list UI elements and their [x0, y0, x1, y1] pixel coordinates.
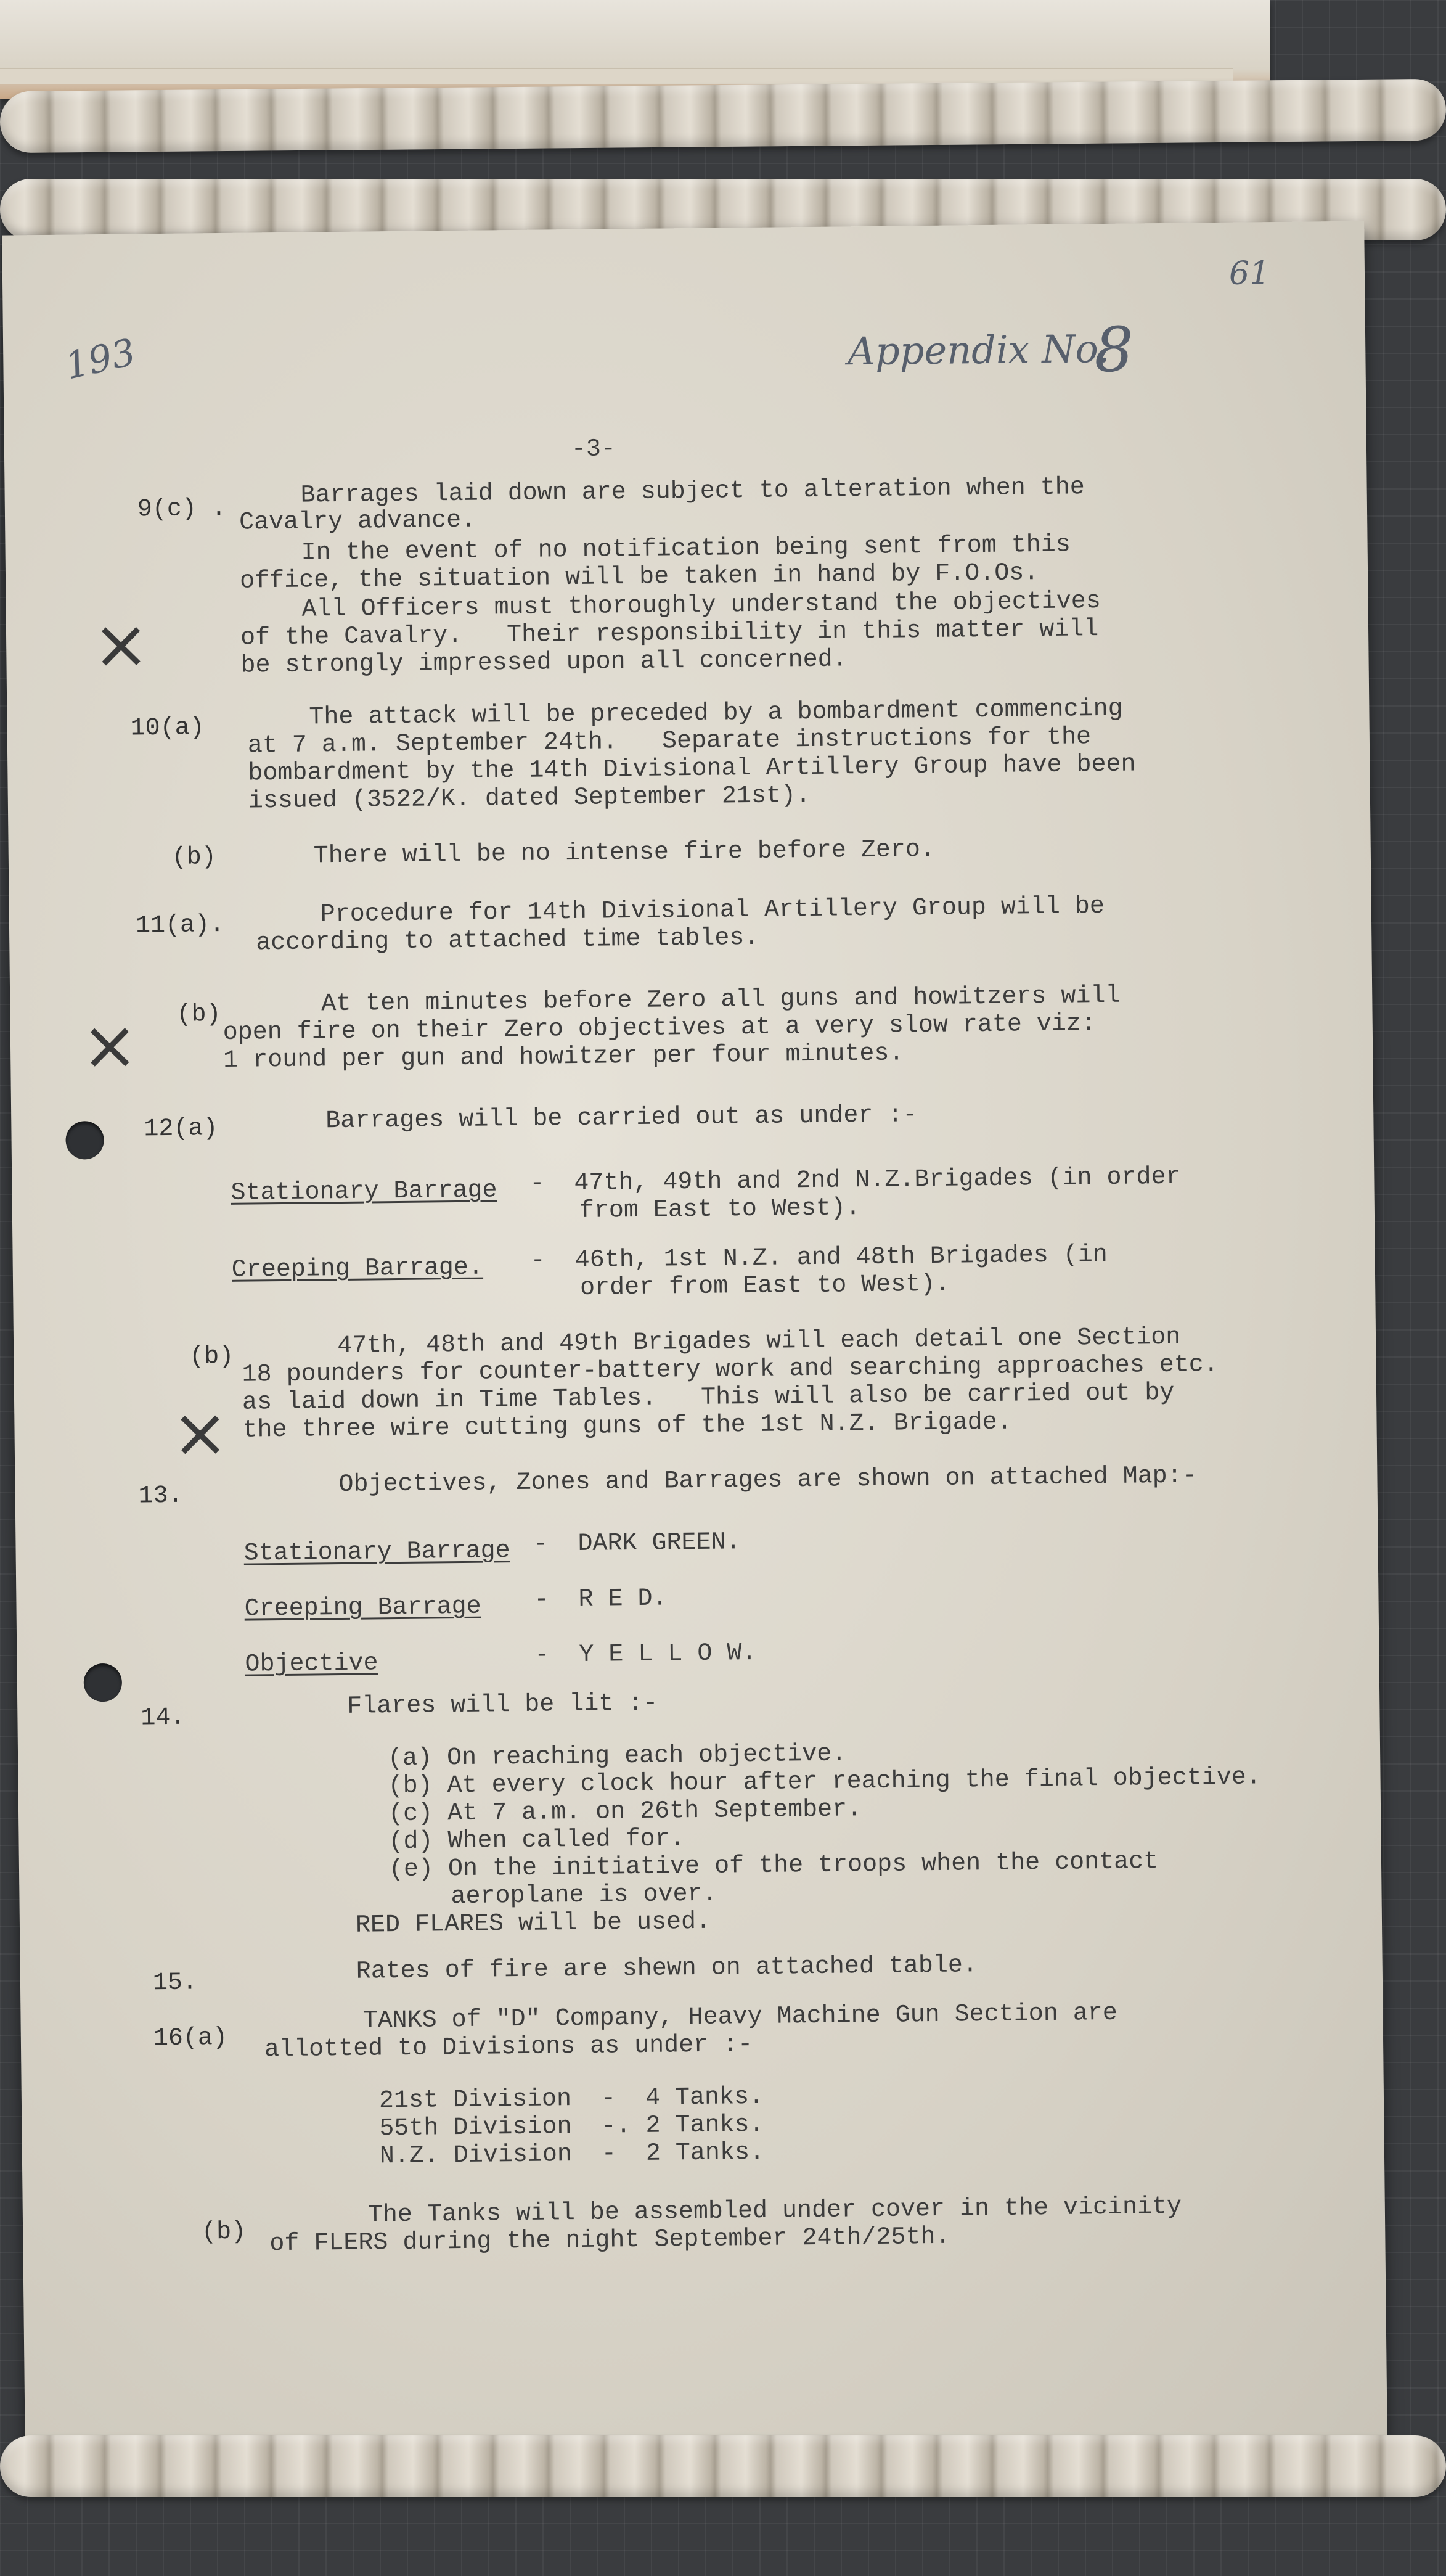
map-key-value: - R E D. [534, 1585, 668, 1614]
text-line: 1 round per gun and howitzer per four minutes. [223, 1040, 904, 1075]
text-line: The attack will be preceded by a bombardment commencing [309, 695, 1123, 732]
paragraph-number: (b) [171, 843, 217, 872]
map-key-label: Stationary Barrage [243, 1537, 510, 1568]
text-line: There will be no intense fire before Zero. [313, 835, 936, 871]
text-line: Barrages will be carried out as under :- [325, 1101, 918, 1136]
text-line: Barrages laid down are subject to alteration when the [300, 474, 1085, 510]
text-line: bombardment by the 14th Divisional Artillery Group have been [248, 750, 1136, 788]
paragraph-number: 11(a). [135, 911, 225, 940]
map-key-value: - Y E L L O W. [534, 1639, 757, 1670]
text-line: All Officers must thoroughly understand the objectives [301, 588, 1101, 624]
flare-item: (b) At every clock hour after reaching the final objective. [388, 1763, 1262, 1801]
barrage-label: Stationary Barrage [231, 1176, 497, 1207]
text-line: be strongly impressed upon all concerned. [240, 646, 848, 680]
flare-item: (a) On reaching each objective. [387, 1740, 847, 1773]
text-line: at 7 a.m. September 24th. Separate instructions for the [247, 723, 1092, 760]
paragraph-number: (b) [176, 1001, 221, 1029]
text-line: open fire on their Zero objectives at a very slow rate viz: [223, 1010, 1097, 1047]
punch-hole [84, 1663, 123, 1702]
text-line: as laid down in Time Tables. This will also be carried out by [242, 1379, 1175, 1417]
paragraph-number: (b) [201, 2218, 247, 2247]
appendix-label: Appendix No. [847, 326, 1110, 374]
punch-hole [65, 1121, 104, 1160]
text-line: the three wire cutting guns of the 1st N.Z. Brigade. [242, 1408, 1012, 1445]
text-line: - 46th, 1st N.Z. and 48th Brigades (in [530, 1241, 1108, 1275]
text-line: of FLERS during the night September 24th/25th. [269, 2223, 950, 2258]
text-line: TANKS of "D" Company, Heavy Machine Gun Section are [362, 1999, 1117, 2035]
text-line: 47th, 48th and 49th Brigades will each detail one Section [337, 1323, 1181, 1361]
paragraph-number: 10(a) [130, 714, 205, 743]
text-line: The Tanks will be assembled under cover in the vicinity [367, 2192, 1182, 2229]
paragraph-number: 14. [141, 1704, 186, 1733]
text-line: In the event of no notification being sent from this [301, 531, 1071, 567]
text-line: office, the situation will be taken in hand by F.O.Os. [239, 559, 1039, 596]
map-key-label: Creeping Barrage [244, 1593, 481, 1623]
map-key-label: Objective [245, 1649, 378, 1679]
text-line: Procedure for 14th Divisional Artillery Group will be [320, 892, 1105, 929]
paragraph-number: 15. [152, 1969, 198, 1998]
handwritten-x-mark: × [92, 604, 150, 684]
text-line: order from East to West). [579, 1270, 950, 1302]
paragraph-number: 13. [138, 1482, 183, 1511]
appendix-number: 8 [1093, 313, 1134, 387]
document-page [2, 221, 1387, 2452]
paragraph-number: (b) [189, 1342, 234, 1371]
text-line: Flares will be lit :- [347, 1689, 658, 1721]
flare-item: (c) At 7 a.m. on 26th September. [388, 1795, 862, 1829]
paragraph-number: 12(a) [144, 1115, 218, 1144]
text-line: Objectives, Zones and Barrages are shown on attached Map:- [338, 1462, 1197, 1499]
text-line: RED FLARES will be used. [355, 1908, 711, 1940]
tank-allotment-row: 21st Division - 4 Tanks. [378, 2083, 764, 2115]
text-line: 18 pounders for counter-battery work and searching approaches etc. [242, 1351, 1219, 1389]
tank-allotment-row: 55th Division -. 2 Tanks. [379, 2110, 764, 2143]
binding-cord-top [0, 79, 1446, 153]
text-line: from East to West). [579, 1194, 861, 1225]
handwritten-x-mark: × [81, 1005, 139, 1085]
text-line: issued (3522/K. dated September 21st). [248, 781, 811, 816]
text-line: according to attached time tables. [256, 924, 759, 958]
page-header: -3- [571, 435, 616, 464]
text-line: - 47th, 49th and 2nd N.Z.Brigades (in order [529, 1163, 1181, 1198]
text-line: allotted to Divisions as under :- [264, 2031, 753, 2064]
paragraph-number: 16(a) [153, 2024, 228, 2053]
text-line: Rates of fire are shewn on attached table. [356, 1951, 978, 1986]
tank-allotment-row: N.Z. Division - 2 Tanks. [379, 2138, 765, 2171]
paragraph-number: 9(c) . [137, 494, 227, 524]
text-line: of the Cavalry. Their responsibility in this matter will [240, 615, 1099, 652]
binding-cord-bottom [0, 2435, 1446, 2497]
barrage-label: Creeping Barrage. [231, 1253, 484, 1284]
stamp-number: 193 [61, 330, 140, 388]
map-key-value: - DARK GREEN. [533, 1528, 741, 1559]
page-number-corner: 61 [1228, 255, 1270, 292]
flare-item: (e) On the initiative of the troops when the contact [388, 1848, 1159, 1884]
flare-item: aeroplane is over. [451, 1880, 717, 1911]
text-line: Cavalry advance. [239, 506, 476, 537]
handwritten-x-mark: × [171, 1392, 229, 1472]
text-line: At ten minutes before Zero all guns and howitzers will [321, 982, 1121, 1019]
flare-item: (d) When called for. [388, 1825, 685, 1856]
